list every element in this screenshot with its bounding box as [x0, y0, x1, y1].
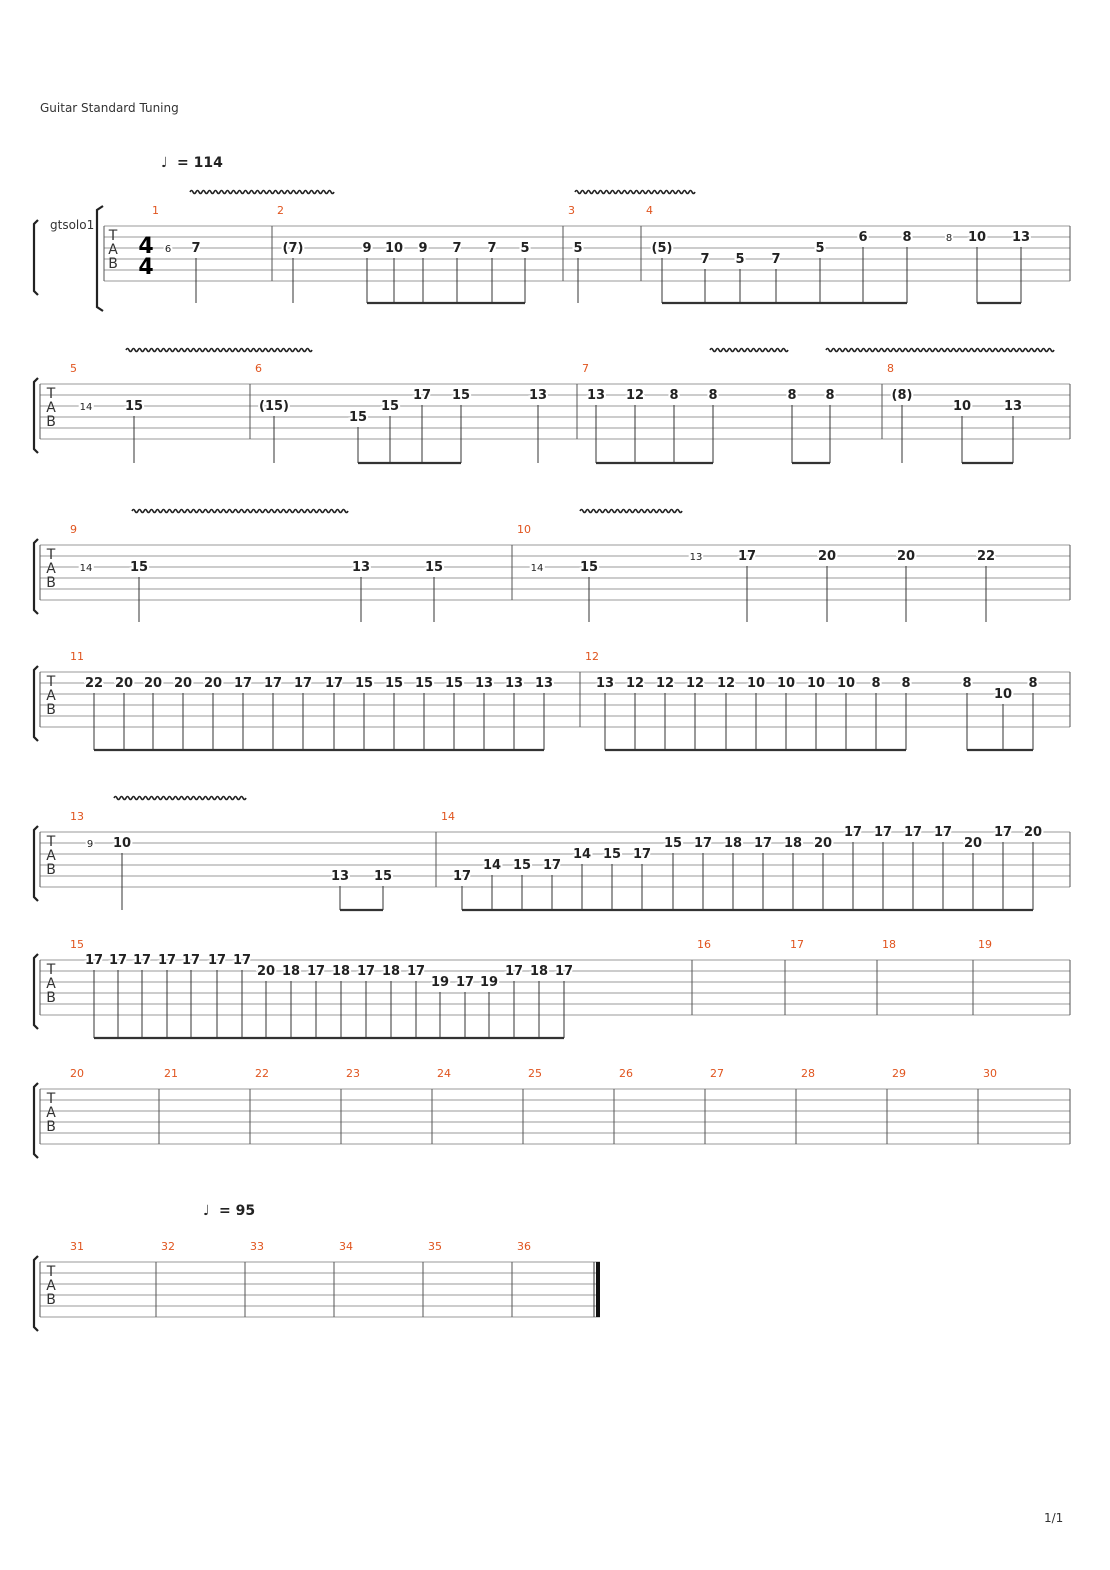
- fret-number: 15: [384, 676, 404, 691]
- fret-number: 12: [625, 388, 645, 403]
- fret-number: 13: [474, 676, 494, 691]
- measure-number: 13: [70, 810, 84, 823]
- fret-number: 18: [381, 964, 401, 979]
- tab-clef-letter: B: [46, 990, 56, 1006]
- fret-number: 20: [203, 676, 223, 691]
- fret-number: 17: [233, 676, 253, 691]
- system-bracket: [34, 666, 38, 741]
- vibrato-line: [190, 191, 334, 194]
- measure-number: 29: [892, 1067, 906, 1080]
- fret-number: 15: [602, 847, 622, 862]
- fret-number: 10: [952, 399, 972, 414]
- fret-number: 5: [735, 252, 745, 267]
- fret-number: 18: [281, 964, 301, 979]
- fret-number: 20: [114, 676, 134, 691]
- fret-number: 9: [362, 241, 372, 256]
- fret-number: 10: [806, 676, 826, 691]
- tempo-mark-95: [203, 1203, 255, 1219]
- fret-number: 17: [293, 676, 313, 691]
- quarter-note-icon: ♩: [203, 1203, 210, 1219]
- fret-number: 15: [424, 560, 444, 575]
- tab-clef-letter: B: [46, 1292, 56, 1308]
- fret-number: 17: [504, 964, 524, 979]
- fret-number: 10: [993, 687, 1013, 702]
- tempo-mark-114: [161, 155, 223, 171]
- tab-clef-letter: A: [46, 1278, 56, 1294]
- tab-clef-letter: A: [108, 242, 118, 258]
- grace-note-fret: 13: [689, 552, 703, 563]
- fret-number: 10: [746, 676, 766, 691]
- tempo-value: = 114: [177, 155, 223, 171]
- measure-number: 2: [277, 204, 284, 217]
- vibrato-line: [710, 349, 788, 352]
- tab-clef-letter: A: [46, 848, 56, 864]
- system-bracket: [34, 378, 38, 453]
- fret-number: 13: [1003, 399, 1023, 414]
- fret-number: 9: [418, 241, 428, 256]
- measure-number: 19: [978, 938, 992, 951]
- fret-number: 5: [573, 241, 583, 256]
- fret-number: 18: [723, 836, 743, 851]
- fret-number: 18: [529, 964, 549, 979]
- fret-number: 17: [554, 964, 574, 979]
- fret-number: 13: [1011, 230, 1031, 245]
- fret-number: 17: [993, 825, 1013, 840]
- fret-number: 13: [528, 388, 548, 403]
- measure-number: 20: [70, 1067, 84, 1080]
- page-number: 1/1: [1044, 1511, 1064, 1525]
- fret-number: 20: [813, 836, 833, 851]
- tuning-label: Guitar Standard Tuning: [40, 101, 179, 115]
- measure-number: 14: [441, 810, 455, 823]
- measure-number: 17: [790, 938, 804, 951]
- measure-number: 35: [428, 1240, 442, 1253]
- fret-number: 13: [330, 869, 350, 884]
- tempo-value: = 95: [219, 1203, 256, 1219]
- fret-number: 17: [452, 869, 472, 884]
- grace-note-fret: 8: [945, 233, 953, 244]
- fret-number: 12: [655, 676, 675, 691]
- fret-number: 8: [962, 676, 972, 691]
- fret-number: 20: [817, 549, 837, 564]
- fret-number: 15: [348, 410, 368, 425]
- fret-number: 20: [256, 964, 276, 979]
- fret-number: 17: [873, 825, 893, 840]
- fret-number: 17: [693, 836, 713, 851]
- fret-number: 20: [896, 549, 916, 564]
- fret-number: 17: [324, 676, 344, 691]
- fret-number: 17: [933, 825, 953, 840]
- fret-number: 20: [173, 676, 193, 691]
- fret-number: 13: [504, 676, 524, 691]
- fret-number: 8: [901, 676, 911, 691]
- fret-number: 18: [331, 964, 351, 979]
- fret-number: 7: [700, 252, 710, 267]
- time-signature-numerator: 4: [138, 234, 154, 259]
- tab-clef-letter: T: [46, 386, 56, 402]
- system-bracket: [34, 954, 38, 1029]
- fret-number: 10: [384, 241, 404, 256]
- measure-number: 27: [710, 1067, 724, 1080]
- vibrato-line: [575, 191, 695, 194]
- fret-number: 15: [380, 399, 400, 414]
- vibrato-line: [826, 349, 1054, 352]
- fret-number: 5: [815, 241, 825, 256]
- fret-number: 15: [512, 858, 532, 873]
- fret-number: 20: [143, 676, 163, 691]
- tab-clef-letter: B: [46, 1119, 56, 1135]
- tab-clef-letter: B: [46, 575, 56, 591]
- fret-number: (8): [891, 388, 913, 403]
- measure-number: 32: [161, 1240, 175, 1253]
- measure-number: 18: [882, 938, 896, 951]
- tab-clef-letter: T: [46, 962, 56, 978]
- fret-number: 7: [771, 252, 781, 267]
- fret-number: (15): [259, 399, 289, 414]
- time-signature-denominator: 4: [138, 255, 154, 280]
- measure-number: 12: [585, 650, 599, 663]
- fret-number: 13: [595, 676, 615, 691]
- fret-number: 17: [207, 953, 227, 968]
- measure-number: 31: [70, 1240, 84, 1253]
- tab-clef-letter: T: [46, 834, 56, 850]
- tab-clef-letter: B: [46, 702, 56, 718]
- measure-number: 26: [619, 1067, 633, 1080]
- fret-number: 14: [482, 858, 502, 873]
- tab-clef-letter: T: [46, 1264, 56, 1280]
- tab-clef-letter: B: [46, 862, 56, 878]
- tab-clef-letter: T: [46, 1091, 56, 1107]
- measure-number: 28: [801, 1067, 815, 1080]
- fret-number: 15: [579, 560, 599, 575]
- fret-number: 6: [858, 230, 868, 245]
- tab-clef-letter: T: [108, 228, 118, 244]
- measure-number: 1: [152, 204, 159, 217]
- fret-number: 17: [455, 975, 475, 990]
- measure-number: 7: [582, 362, 589, 375]
- measure-number: 21: [164, 1067, 178, 1080]
- fret-number: 17: [306, 964, 326, 979]
- fret-number: 17: [903, 825, 923, 840]
- fret-number: 17: [181, 953, 201, 968]
- measure-number: 9: [70, 523, 77, 536]
- fret-number: 17: [84, 953, 104, 968]
- fret-number: 12: [685, 676, 705, 691]
- fret-number: 8: [825, 388, 835, 403]
- track-brace: [97, 206, 103, 311]
- fret-number: 8: [902, 230, 912, 245]
- tab-clef-letter: A: [46, 400, 56, 416]
- fret-number: 5: [520, 241, 530, 256]
- system-bracket: [34, 539, 38, 614]
- fret-number: 12: [716, 676, 736, 691]
- fret-number: (5): [651, 241, 673, 256]
- measure-number: 24: [437, 1067, 451, 1080]
- fret-number: 8: [871, 676, 881, 691]
- fret-number: 17: [737, 549, 757, 564]
- tab-clef-letter: B: [46, 414, 56, 430]
- track-name-label: gtsolo1: [50, 218, 95, 232]
- fret-number: 10: [112, 836, 132, 851]
- grace-note-fret: 14: [530, 563, 544, 574]
- fret-number: 13: [351, 560, 371, 575]
- fret-number: 10: [967, 230, 987, 245]
- measure-number: 3: [568, 204, 575, 217]
- grace-note-fret: 14: [79, 402, 93, 413]
- fret-number: 18: [783, 836, 803, 851]
- fret-number: 13: [534, 676, 554, 691]
- tab-clef-letter: A: [46, 688, 56, 704]
- fret-number: 17: [412, 388, 432, 403]
- fret-number: 7: [487, 241, 497, 256]
- measure-number: 16: [697, 938, 711, 951]
- system-bracket: [34, 1083, 38, 1158]
- fret-number: 8: [1028, 676, 1038, 691]
- fret-number: 17: [263, 676, 283, 691]
- fret-number: 19: [479, 975, 499, 990]
- measure-number: 4: [646, 204, 653, 217]
- fret-number: 15: [414, 676, 434, 691]
- fret-number: 8: [669, 388, 679, 403]
- fret-number: 17: [356, 964, 376, 979]
- measure-number: 36: [517, 1240, 531, 1253]
- measure-number: 6: [255, 362, 262, 375]
- fret-number: 15: [451, 388, 471, 403]
- tab-clef-letter: B: [108, 256, 118, 272]
- measure-number: 23: [346, 1067, 360, 1080]
- measure-number: 11: [70, 650, 84, 663]
- tab-clef-letter: T: [46, 674, 56, 690]
- vibrato-line: [580, 510, 682, 513]
- fret-number: 20: [1023, 825, 1043, 840]
- fret-number: 7: [191, 241, 201, 256]
- fret-number: 17: [406, 964, 426, 979]
- fret-number: 15: [444, 676, 464, 691]
- fret-number: 10: [776, 676, 796, 691]
- fret-number: 17: [542, 858, 562, 873]
- fret-number: 22: [84, 676, 104, 691]
- fret-number: 15: [373, 869, 393, 884]
- measure-number: 33: [250, 1240, 264, 1253]
- measure-number: 22: [255, 1067, 269, 1080]
- vibrato-line: [126, 349, 312, 352]
- fret-number: 17: [157, 953, 177, 968]
- fret-number: 19: [430, 975, 450, 990]
- fret-number: 15: [124, 399, 144, 414]
- fret-number: 7: [452, 241, 462, 256]
- measure-number: 25: [528, 1067, 542, 1080]
- fret-number: 10: [836, 676, 856, 691]
- system-bracket: [34, 1256, 38, 1331]
- fret-number: 17: [843, 825, 863, 840]
- fret-number: 14: [572, 847, 592, 862]
- fret-number: 17: [132, 953, 152, 968]
- measure-number: 30: [983, 1067, 997, 1080]
- fret-number: 22: [976, 549, 996, 564]
- quarter-note-icon: ♩: [161, 155, 168, 171]
- system-bracket: [34, 220, 38, 295]
- fret-number: 17: [632, 847, 652, 862]
- fret-number: 17: [232, 953, 252, 968]
- vibrato-line: [132, 510, 348, 513]
- tab-clef-letter: A: [46, 561, 56, 577]
- fret-number: 13: [586, 388, 606, 403]
- tab-clef-letter: T: [46, 547, 56, 563]
- measure-number: 15: [70, 938, 84, 951]
- grace-note-fret: 6: [164, 244, 172, 255]
- system-bracket: [34, 826, 38, 901]
- grace-note-fret: 9: [86, 839, 94, 850]
- fret-number: 8: [708, 388, 718, 403]
- fret-number: 15: [129, 560, 149, 575]
- tab-clef-letter: A: [46, 1105, 56, 1121]
- grace-note-fret: 14: [79, 563, 93, 574]
- measure-number: 5: [70, 362, 77, 375]
- fret-number: 20: [963, 836, 983, 851]
- vibrato-line: [114, 797, 246, 800]
- fret-number: 15: [663, 836, 683, 851]
- measure-number: 10: [517, 523, 531, 536]
- fret-number: 17: [108, 953, 128, 968]
- fret-number: 12: [625, 676, 645, 691]
- fret-number: 15: [354, 676, 374, 691]
- fret-number: 8: [787, 388, 797, 403]
- measure-number: 8: [887, 362, 894, 375]
- measure-number: 34: [339, 1240, 353, 1253]
- fret-number: (7): [282, 241, 304, 256]
- tab-clef-letter: A: [46, 976, 56, 992]
- fret-number: 17: [753, 836, 773, 851]
